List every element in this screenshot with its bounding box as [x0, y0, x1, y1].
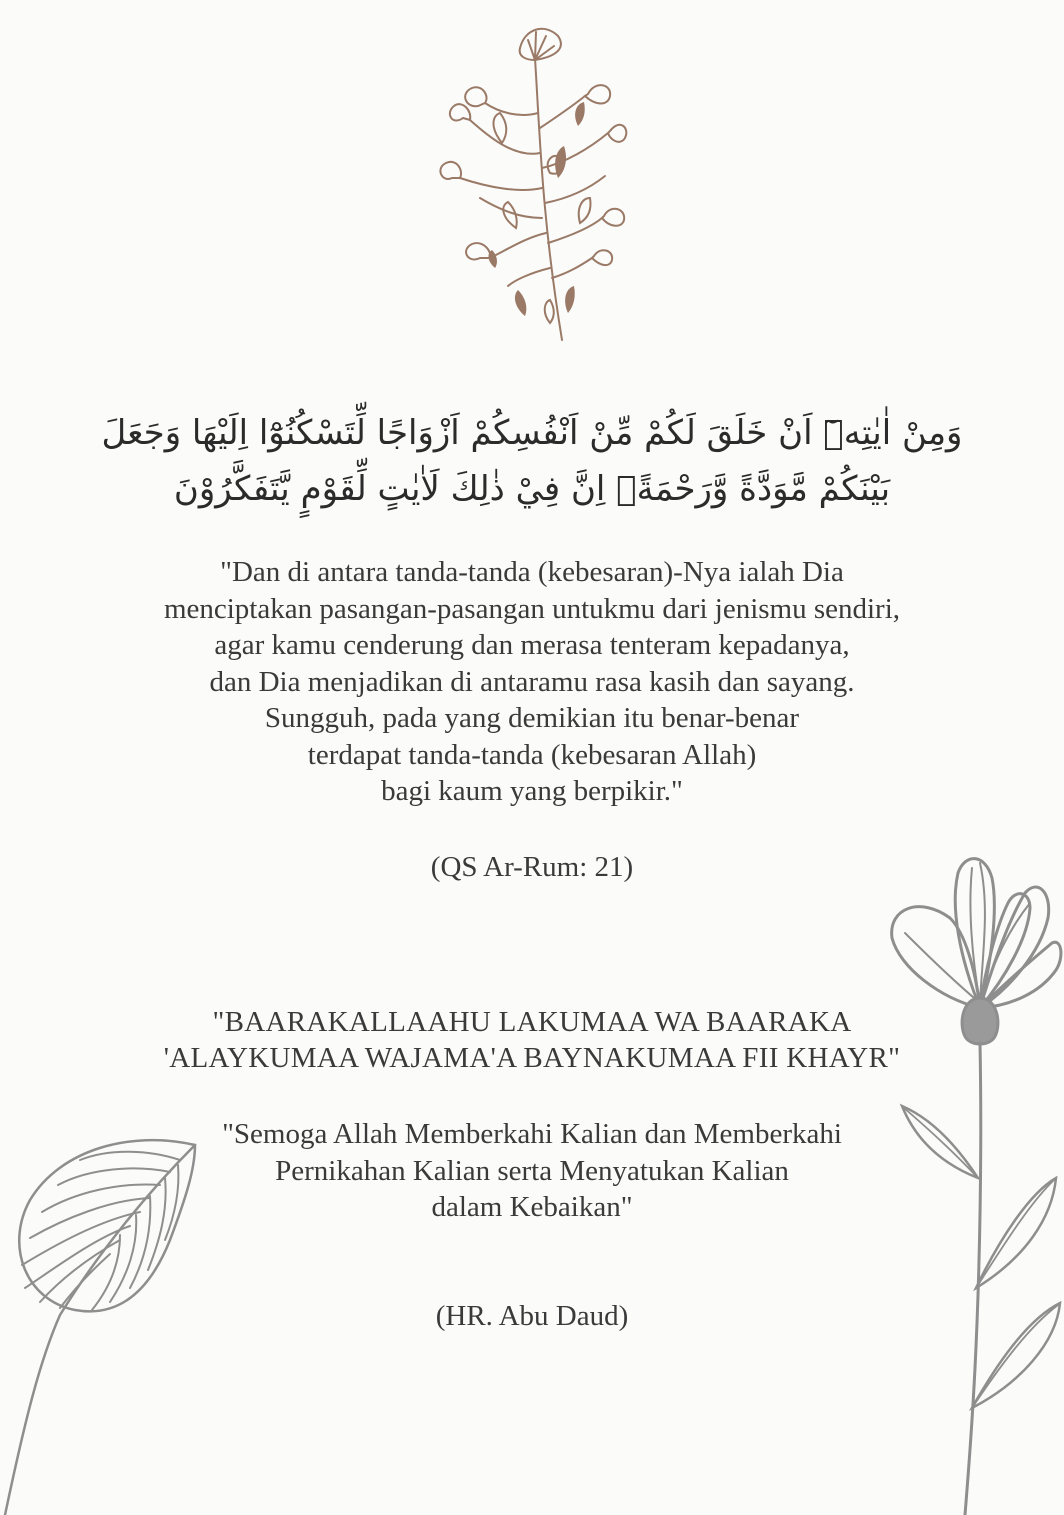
doa-translation-line: "Semoga Allah Memberkahi Kalian dan Memberkahi: [222, 1118, 842, 1150]
arabic-verse-line-2: بَيْنَكُمْ مَّوَدَّةً وَّرَحْمَةًۗ اِنَّ فِيْ ذٰلِكَ لَاٰيٰتٍ لِّقَوْمٍ يَّتَفَكَّرُوْنَ: [173, 469, 891, 509]
doa-translation-line: dalam Kebaikan": [431, 1191, 633, 1223]
floral-sprig-icon: [430, 18, 630, 348]
translation-line: Sungguh, pada yang demikian itu benar-benar: [264, 702, 800, 734]
arabic-verse: [0, 405, 1064, 517]
translation-line: agar kamu cenderung dan merasa tenteram kepadanya,: [214, 629, 850, 661]
arabic-verse-line-1: وَمِنْ اٰيٰتِهٖٓ اَنْ خَلَقَ لَكُمْ مِّنْ اَنْفُسِكُمْ اَزْوَاجًا لِّتَسْكُنُوْٓا اِلَيْهَا وَجَعَلَ: [101, 413, 963, 453]
translation-line: bagi kaum yang berpikir.": [381, 775, 683, 807]
translation-line: "Dan di antara tanda-tanda (kebesaran)-Nya ialah Dia: [220, 556, 844, 588]
doa-translation-line: Pernikahan Kalian serta Menyatukan Kalian: [275, 1154, 789, 1187]
doa-line: "BAARAKALLAAHU LAKUMAA WA BAARAKA: [212, 1006, 852, 1038]
doa-translation: [0, 1116, 1064, 1226]
hadith-reference: (HR. Abu Daud): [435, 1300, 629, 1332]
quran-reference: (QS Ar-Rum: 21): [430, 851, 634, 883]
doa-line: 'ALAYKUMAA WAJAMA'A BAYNAKUMAA FII KHAYR": [163, 1042, 901, 1074]
translation-line: menciptakan pasangan-pasangan untukmu dari jenismu sendiri,: [163, 592, 901, 625]
translation-line: dan Dia menjadikan di antaramu rasa kasih dan sayang.: [209, 665, 855, 698]
verse-translation: [0, 554, 1064, 810]
doa-arabic-latin: [0, 1004, 1064, 1076]
translation-line: terdapat tanda-tanda (kebesaran Allah): [307, 738, 757, 771]
